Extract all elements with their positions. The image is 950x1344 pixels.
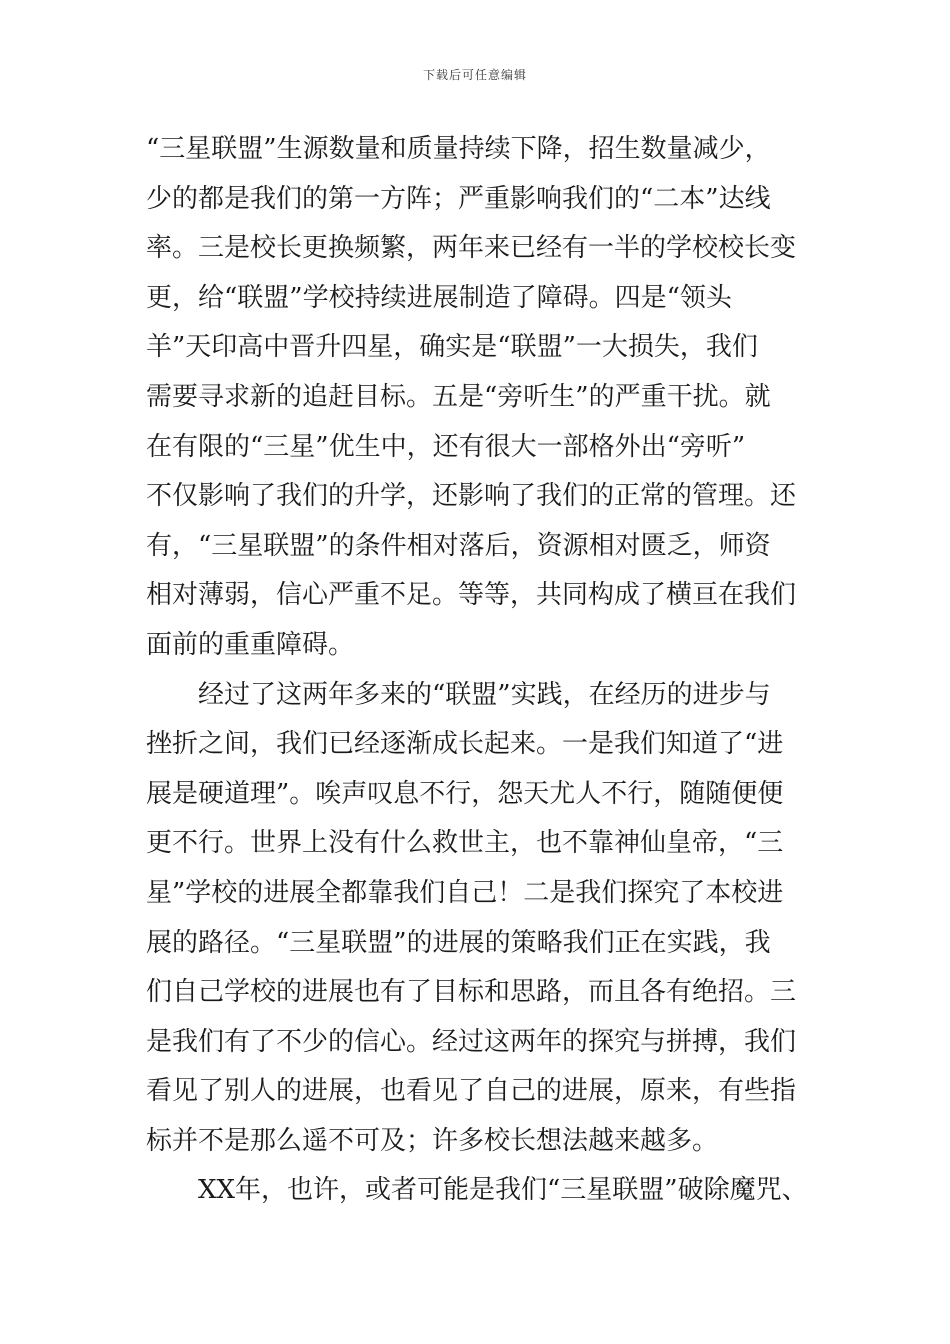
text-line: 面前的重重障碍。 [146,629,355,660]
text-line: 少的都是我们的第一方阵；严重影响我们的“二本”达线 [146,183,771,214]
text-line: 挫折之间，我们已经逐渐成长起来。一是我们知道了“进 [146,729,784,760]
paragraph-start-line: 经过了这两年多来的“联盟”实践，在经历的进步与 [198,679,771,710]
paragraph-start-line: XX年，也许，或者可能是我们“三星联盟”破除魔咒、 [198,1175,808,1206]
document-body [146,125,826,1216]
text-line: 是我们有了不少的信心。经过这两年的探究与拼搏，我们 [146,1026,797,1057]
text-line: 相对薄弱，信心严重不足。等等，共同构成了横亘在我们 [146,580,797,611]
text-line: 有，“三星联盟”的条件相对落后，资源相对匮乏，师资 [146,530,771,561]
text-line: 更，给“联盟”学校持续进展制造了障碍。四是“领头 [146,282,732,313]
text-line: 在有限的“三星”优生中，还有很大一部格外出“旁听” [146,431,746,462]
text-line: 率。三是校长更换频繁，两年来已经有一半的学校校长变 [146,233,797,264]
text-line: “三星联盟”生源数量和质量持续下降，招生数量减少， [146,134,771,164]
text-line: 需要寻求新的追赶目标。五是“旁听生”的严重干扰。就 [146,381,771,412]
text-line: 标并不是那么遥不可及；许多校长想法越来越多。 [146,1125,719,1156]
text-line: 更不行。世界上没有什么救世主，也不靠神仙皇帝，“三 [146,828,784,859]
text-line: 展的路径。“三星联盟”的进展的策略我们正在实践，我 [146,927,771,958]
text-line: 羊”天印高中晋升四星，确实是“联盟”一大损失，我们 [146,332,758,363]
text-line: 展是硬道理”。唉声叹息不行，怨天尤人不行，随随便便 [146,778,784,809]
text-line: 不仅影响了我们的升学，还影响了我们的正常的管理。还 [146,481,797,512]
text-line: 看见了别人的进展，也看见了自己的进展，原来，有些指 [146,1076,797,1107]
text-line: 们自己学校的进展也有了目标和思路，而且各有绝招。三 [146,977,797,1008]
text-line: 星”学校的进展全都靠我们自己！二是我们探究了本校进 [146,877,784,908]
page-header: 下载后可任意编辑 [422,68,527,82]
